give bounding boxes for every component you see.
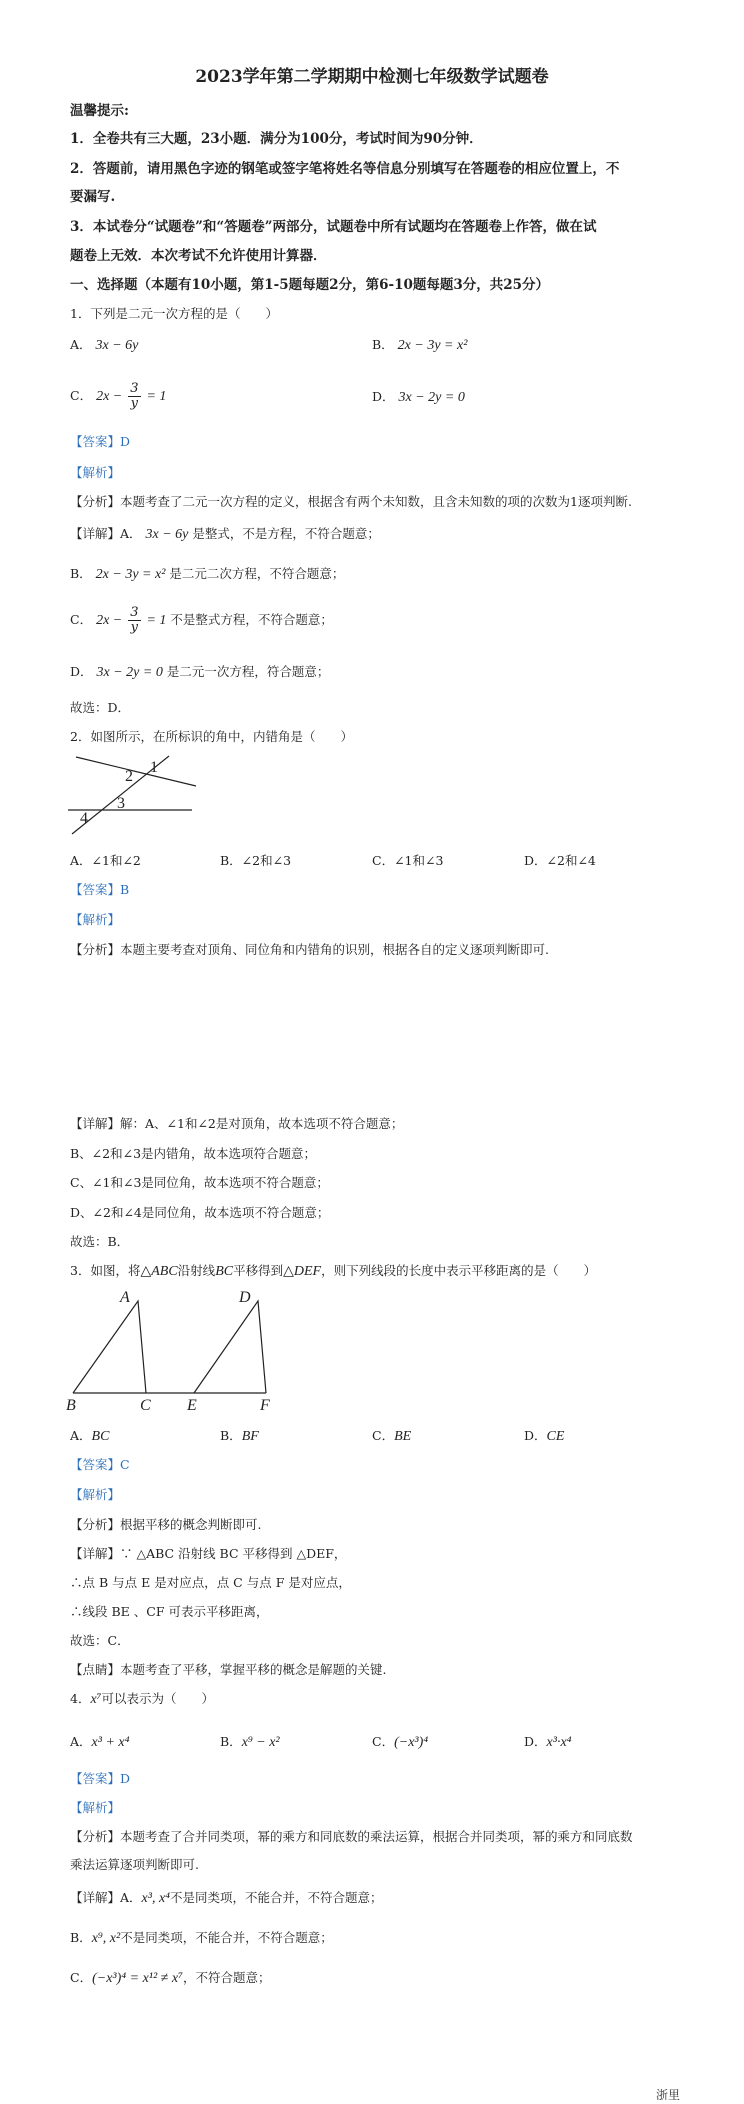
q4-analysis: 【分析】本题考查了合并同类项，幂的乘方和同底数的乘法运算，根据合并同类项，幂的乘方和同底数 — [70, 1829, 633, 1844]
fraction — [128, 382, 140, 411]
q4-detail-a — [70, 1889, 383, 1908]
option-expr: 2x − 3y = x² — [397, 338, 468, 353]
q4-jiexi: 【解析】 — [70, 1800, 121, 1815]
detail-label: 【详解】A． — [70, 526, 142, 541]
detail-text: 不是同类项，不能合并，不符合题意； — [170, 1890, 383, 1905]
detail-expr: x⁹, x² — [91, 1931, 121, 1946]
notice-item: 题卷上无效．本次考试不允许使用计算器． — [70, 248, 327, 264]
q2-detail: 【详解】解：A、∠1和∠2是对顶角，故本选项不符合题意； — [70, 1116, 404, 1131]
option-label: D． — [372, 389, 395, 404]
angle-label: 1 — [150, 759, 158, 776]
detail-label: B． — [70, 566, 92, 581]
point-label: C — [140, 1397, 151, 1414]
option-label: B． — [372, 337, 394, 352]
option-expr: x⁹ − x² — [241, 1735, 280, 1750]
q1-option-a — [70, 336, 138, 355]
triangle-def — [194, 1301, 266, 1393]
point-label: A — [120, 1289, 130, 1306]
q2-jiexi: 【解析】 — [70, 912, 121, 927]
option-label: C． — [372, 1428, 395, 1443]
q1-detail-d — [70, 663, 329, 682]
option-label: A． — [70, 1428, 92, 1443]
detail-label: C． — [70, 1970, 93, 1985]
option-expr: BF — [241, 1429, 259, 1444]
detail-expr: 2x − 3y = x² — [95, 567, 166, 582]
option-expr: 3x − 6y — [95, 338, 139, 353]
fraction — [128, 606, 140, 635]
q2-detail: D、∠2和∠4是同位角，故本选项不符合题意； — [70, 1205, 330, 1220]
q3-option-d — [524, 1427, 564, 1446]
q3-analysis: 【分析】根据平移的概念判断即可. — [70, 1517, 262, 1532]
q4-option-a — [70, 1733, 129, 1752]
detail-expr: 3x − 6y — [145, 527, 189, 542]
q3-comment: 【点睛】本题考查了平移，掌握平移的概念是解题的关键. — [70, 1662, 387, 1677]
option-expr: = 1 — [146, 389, 167, 404]
detail-expr: x³, x⁴ — [141, 1891, 171, 1906]
q1-stem: 1．下列是二元一次方程的是（ ） — [70, 306, 278, 321]
detail-expr: 3x − 2y = 0 — [96, 665, 163, 680]
notice-item: 3．本试卷分“试题卷”和“答题卷”两部分，试题卷中所有试题均在答题卷上作答，做在试 — [70, 219, 597, 235]
q2-option-c: C．∠1和∠3 — [372, 853, 444, 868]
detail-expr: (−x³)⁴ = x¹² ≠ x⁷ — [92, 1971, 183, 1986]
option-label: D． — [524, 1428, 547, 1443]
detail-label: B． — [70, 1930, 92, 1945]
fraction-denominator: y — [130, 396, 139, 411]
notice-item: 要漏写. — [70, 189, 116, 205]
detail-label: C． — [70, 612, 93, 627]
fraction-numerator: 3 — [130, 605, 139, 620]
option-label: A． — [70, 337, 92, 352]
q3-detail: 【详解】∵ △ABC 沿射线 BC 平移得到 △DEF， — [70, 1546, 347, 1561]
stem-expr: BC — [215, 1264, 234, 1279]
option-label: C． — [70, 388, 93, 403]
stem-expr: △ABC — [140, 1264, 178, 1279]
q2-analysis: 【分析】本题主要考查对顶角、同位角和内错角的识别，根据各自的定义逐项判断即可. — [70, 942, 549, 957]
detail-expr: 2x − — [96, 613, 123, 628]
q3-detail: ∴线段 BE 、CF 可表示平移距离， — [70, 1604, 269, 1619]
point-label: F — [260, 1397, 270, 1414]
triangle-abc — [73, 1301, 146, 1393]
q1-detail-b — [70, 565, 344, 584]
option-expr: BE — [394, 1429, 412, 1444]
q2-option-b: B．∠2和∠3 — [220, 853, 292, 868]
q3-answer: 【答案】C — [70, 1457, 130, 1472]
stem-expr: x⁷ — [90, 1692, 102, 1707]
point-label: E — [187, 1397, 197, 1414]
option-expr: (−x³)⁴ — [394, 1735, 429, 1750]
stem-expr: △DEF — [283, 1264, 322, 1279]
q2-angle-figure — [62, 750, 202, 838]
detail-label: D． — [70, 664, 93, 679]
q3-stem — [70, 1262, 596, 1281]
angle-label: 4 — [80, 810, 88, 827]
stem-text: 沿射线 — [177, 1263, 216, 1278]
q1-option-c — [70, 382, 166, 411]
q3-option-a — [70, 1427, 109, 1446]
q1-detail-a — [70, 525, 380, 544]
q1-conclusion: 故选：D． — [70, 700, 131, 715]
stem-text: 3．如图，将 — [70, 1263, 141, 1278]
q2-option-a: A．∠1和∠2 — [70, 853, 141, 868]
detail-expr: = 1 — [146, 613, 167, 628]
detail-text: 是二元二次方程，不符合题意； — [169, 566, 345, 581]
detail-label: 【详解】A． — [70, 1890, 142, 1905]
stem-text: 平移得到 — [233, 1263, 284, 1278]
q1-analysis: 【分析】本题考查了二元一次方程的定义，根据含有两个未知数，且含未知数的项的次数为1逐项判断. — [70, 494, 632, 509]
q3-option-c — [372, 1427, 411, 1446]
fraction-numerator: 3 — [130, 381, 139, 396]
option-expr: BC — [91, 1429, 110, 1444]
q4-detail-c — [70, 1969, 270, 1988]
q1-option-b — [372, 336, 467, 355]
q3-detail: ∴点 B 与点 E 是对应点，点 C 与点 F 是对应点， — [70, 1575, 351, 1590]
detail-text: 不是同类项，不能合并，不符合题意； — [120, 1930, 333, 1945]
q4-answer: 【答案】D — [70, 1771, 131, 1786]
option-expr: x³·x⁴ — [546, 1735, 572, 1750]
section-heading: 一、选择题（本题有10小题，第1-5题每题2分，第6-10题每题3分，共25分） — [70, 277, 550, 293]
q4-option-d — [524, 1733, 572, 1752]
q4-option-b — [220, 1733, 280, 1752]
stem-text: 可以表示为（ ） — [101, 1691, 215, 1706]
detail-text: 是二元一次方程，符合题意； — [166, 664, 330, 679]
q3-option-b — [220, 1427, 259, 1446]
q1-detail-c — [70, 606, 333, 635]
angle-label: 2 — [125, 768, 133, 785]
notice-item: 2．答题前，请用黑色字迹的钢笔或签字笔将姓名等信息分别填写在答题卷的相应位置上，不 — [70, 161, 620, 177]
q4-stem — [70, 1690, 214, 1709]
option-label: B． — [220, 1734, 242, 1749]
q1-answer: 【答案】D — [70, 434, 131, 449]
notice-heading: 温馨提示: — [70, 103, 129, 119]
point-label: B — [66, 1397, 76, 1414]
q1-option-d — [372, 388, 465, 407]
option-label: A． — [70, 1734, 92, 1749]
q2-option-d: D．∠2和∠4 — [524, 853, 596, 868]
q2-detail: B、∠2和∠3是内错角，故本选项符合题意； — [70, 1146, 317, 1161]
option-expr: 3x − 2y = 0 — [398, 390, 465, 405]
notice-item: 1．全卷共有三大题，23小题．满分为100分，考试时间为90分钟． — [70, 131, 483, 147]
fraction-denominator: y — [130, 620, 139, 635]
detail-text: ，不符合题意； — [182, 1970, 271, 1985]
q4-detail-b — [70, 1929, 333, 1948]
detail-text: 是整式，不是方程，不符合题意； — [192, 526, 380, 541]
point-label: D — [239, 1289, 251, 1306]
q3-jiexi: 【解析】 — [70, 1487, 121, 1502]
q2-answer: 【答案】B — [70, 882, 130, 897]
q3-translation-figure — [62, 1285, 282, 1415]
q2-detail: C、∠1和∠3是同位角，故本选项不符合题意； — [70, 1175, 329, 1190]
option-label: D． — [524, 1734, 547, 1749]
q1-jiexi: 【解析】 — [70, 465, 121, 480]
page-footer: 浙里 — [655, 2088, 680, 2102]
option-label: B． — [220, 1428, 242, 1443]
figure-line — [76, 757, 196, 786]
stem-text: ，则下列线段的长度中表示平移距离的是（ ） — [321, 1263, 597, 1278]
option-label: C． — [372, 1734, 395, 1749]
angle-label: 3 — [117, 795, 125, 812]
stem-text: 4． — [70, 1691, 91, 1706]
option-expr: 2x − — [96, 389, 123, 404]
q3-conclusion: 故选：C． — [70, 1633, 130, 1648]
q4-analysis: 乘法运算逐项判断即可. — [70, 1857, 199, 1872]
q2-stem: 2．如图所示，在所标识的角中，内错角是（ ） — [70, 729, 353, 744]
option-expr: x³ + x⁴ — [91, 1735, 130, 1750]
q2-conclusion: 故选：B． — [70, 1234, 130, 1249]
page-title: 2023学年第二学期期中检测七年级数学试题卷 — [195, 67, 549, 87]
q4-option-c — [372, 1733, 428, 1752]
option-expr: CE — [546, 1429, 565, 1444]
detail-text: 不是整式方程，不符合题意； — [170, 612, 333, 627]
